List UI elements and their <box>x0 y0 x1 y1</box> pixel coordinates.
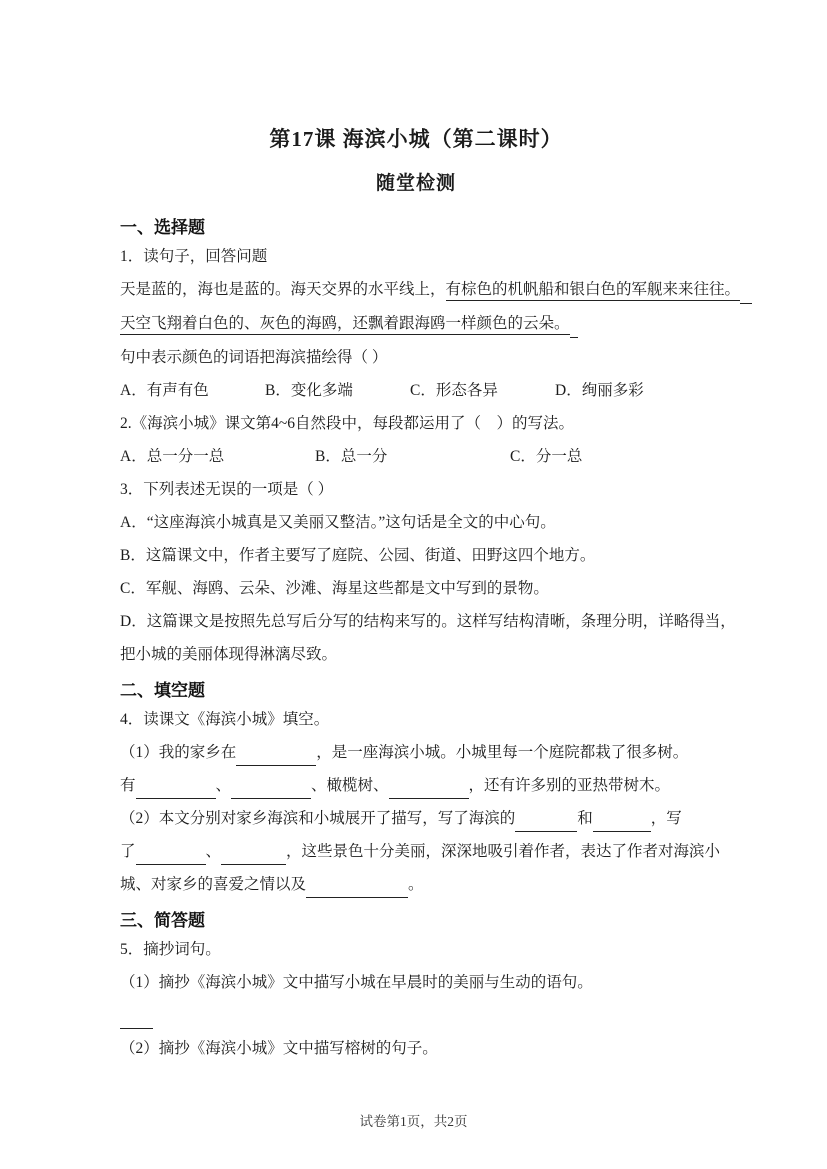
passage-underlined-text-2: 天空飞翔着白色的、灰色的海鸥，还飘着跟海鸥一样颜色的云朵。 <box>120 315 570 335</box>
question-3-option-c: C．军舰、海鸥、云朵、沙滩、海星这些都是文中写到的景物。 <box>120 580 549 597</box>
underline-extension <box>740 288 752 304</box>
passage-plain-text: 天是蓝的，海也是蓝的。海天交界的水平线上， <box>120 281 446 298</box>
fill-text: （1）我的家乡在 <box>120 744 237 761</box>
question-5-stem: 5．摘抄词句。 <box>120 941 221 958</box>
answer-blank <box>236 750 316 766</box>
question-2-options <box>120 440 712 473</box>
fill-text: 和 <box>577 810 593 827</box>
page-title: 第17课 海滨小城（第二课时） <box>269 127 563 151</box>
fill-text: 城、对家乡的喜爱之情以及 <box>120 876 307 893</box>
page-footer: 试卷第1页，共2页 <box>359 1114 468 1129</box>
answer-blank <box>306 882 408 898</box>
section-heading-fill: 二、填空题 <box>120 681 205 700</box>
option-c: C．形态各异 <box>410 382 498 399</box>
passage-underlined-text-1: 有棕色的机帆船和银白色的军舰来来往往。 <box>446 281 741 301</box>
underline-extension <box>570 322 578 338</box>
question-4-line-5 <box>120 868 712 901</box>
section-heading-short-answer: 三、简答题 <box>120 911 205 930</box>
question-3-option-d-line-1: D．这篇课文是按照先总写后分写的结构来写的。这样写结构清晰，条理分明，详略得当， <box>120 613 736 630</box>
question-4-line-3 <box>120 802 712 835</box>
answer-blank <box>593 816 651 832</box>
fill-text: ，是一座海滨小城。小城里每一个庭院都栽了很多树。 <box>316 744 689 761</box>
fill-text: 有 <box>120 777 136 794</box>
question-5-part-1: （1）摘抄《海滨小城》文中描写小城在早晨时的美丽与生动的语句。 <box>120 974 593 991</box>
option-b: B．变化多端 <box>265 382 353 399</box>
question-1-passage-line-1 <box>120 273 741 307</box>
option-a: A．总一分一总 <box>120 448 225 465</box>
question-4-stem: 4．读课文《海滨小城》填空。 <box>120 711 330 728</box>
fill-text: 了 <box>120 843 136 860</box>
fill-text: 、橄榄树、 <box>311 777 389 794</box>
fill-text: ，写 <box>650 810 682 827</box>
fill-text: （2）本文分别对家乡海滨和小城展开了描写，写了海滨的 <box>120 810 516 827</box>
question-3-option-a: A．“这座海滨小城真是又美丽又整洁。”这句话是全文的中心句。 <box>120 514 556 531</box>
answer-blank <box>120 1013 153 1029</box>
fill-text: 、 <box>215 777 232 794</box>
question-5-part-2: （2）摘抄《海滨小城》文中描写榕树的句子。 <box>120 1040 438 1057</box>
question-4-line-1 <box>120 736 712 769</box>
question-4-line-2 <box>120 769 712 802</box>
answer-blank <box>389 783 469 799</box>
question-3-option-d-line-2: 把小城的美丽体现得淋漓尽致。 <box>120 646 338 663</box>
question-2-stem: 2.《海滨小城》课文第4~6自然段中，每段都运用了（ ）的写法。 <box>120 415 575 432</box>
answer-blank <box>136 783 216 799</box>
question-1-stem: 1．读句子，回答问题 <box>120 248 268 265</box>
question-5-answer-line <box>120 999 712 1032</box>
answer-blank <box>136 849 206 865</box>
answer-blank <box>231 783 311 799</box>
answer-blank <box>515 816 577 832</box>
question-4-line-4 <box>120 835 721 868</box>
question-1-prompt: 句中表示颜色的词语把海滨描绘得（ ） <box>120 349 388 366</box>
option-d: D．绚丽多彩 <box>555 382 644 399</box>
option-c: C．分一总 <box>510 448 583 465</box>
question-3-option-b: B．这篇课文中，作者主要写了庭院、公园、街道、田野这四个地方。 <box>120 547 596 564</box>
fill-text: ，这些景色十分美丽，深深地吸引着作者，表达了作者对海滨小 <box>286 843 721 860</box>
section-heading-choice: 一、选择题 <box>120 218 205 237</box>
question-3-stem: 3．下列表述无误的一项是（ ） <box>120 481 334 498</box>
option-b: B．总一分 <box>315 448 388 465</box>
page-subtitle: 随堂检测 <box>375 173 456 194</box>
fill-text: 、 <box>205 843 222 860</box>
question-1-options <box>120 374 712 407</box>
fill-text: 。 <box>408 876 424 893</box>
option-a: A．有声有色 <box>120 382 209 399</box>
fill-text: ，还有许多别的亚热带树木。 <box>468 777 671 794</box>
question-1-passage-line-2 <box>120 307 712 341</box>
answer-blank <box>221 849 286 865</box>
